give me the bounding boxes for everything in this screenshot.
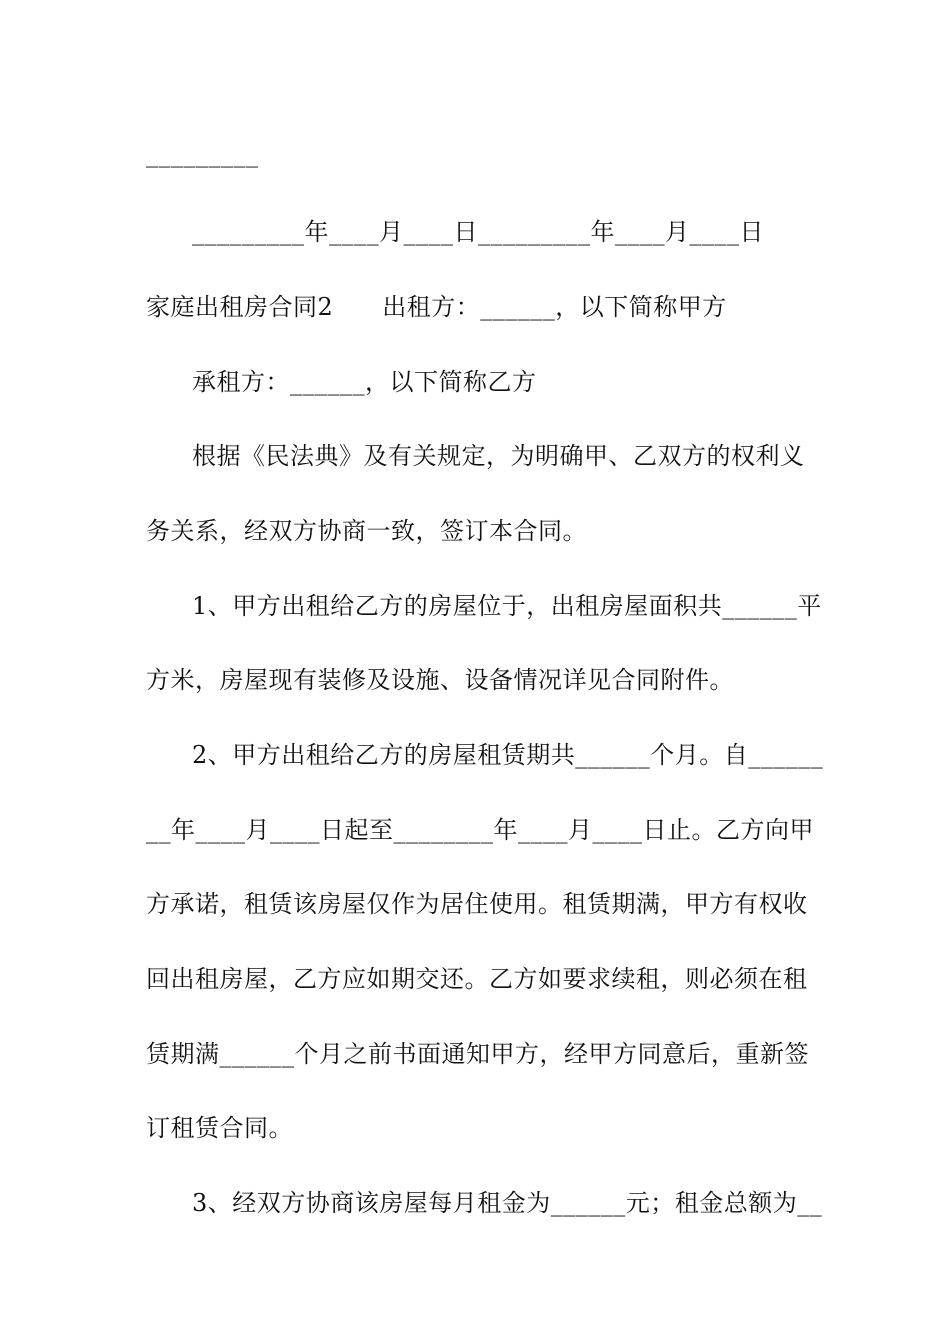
clause-1-line: 1、甲方出租给乙方的房屋位于，出租房屋面积共______平: [192, 592, 822, 620]
clause-2-line: 赁期满______个月之前书面通知甲方，经甲方同意后，重新签: [146, 1040, 809, 1068]
paragraph-line: 务关系，经双方协商一致，签订本合同。: [146, 517, 587, 545]
clause-2-line: 方承诺，租赁该房屋仅作为居住使用。租赁期满，甲方有权收: [146, 890, 808, 918]
lessee-line: 承租方：______，以下简称乙方: [192, 368, 537, 396]
date-line: _________年____月____日_________年____月____日: [192, 218, 764, 246]
clause-2-line: __年____月____日起至________年____月____日止。乙方向甲: [146, 816, 814, 844]
clause-1-line: 方米，房屋现有装修及设施、设备情况详见合同附件。: [146, 666, 734, 694]
clause-3-line: 3、经双方协商该房屋每月租金为______元；租金总额为__: [192, 1189, 823, 1217]
clause-2-line: 2、甲方出租给乙方的房屋租赁期共______个月。自______: [192, 741, 824, 769]
contract-title-line: 家庭出租房合同2 出租方：______，以下简称甲方: [146, 293, 727, 321]
paragraph-line: 根据《民法典》及有关规定，为明确甲、乙双方的权利义: [192, 442, 805, 470]
clause-2-line: 回出租房屋，乙方应如期交还。乙方如要求续租，则必须在租: [146, 965, 808, 993]
clause-2-line: 订租赁合同。: [146, 1114, 293, 1142]
blank-line: _________: [146, 140, 259, 168]
